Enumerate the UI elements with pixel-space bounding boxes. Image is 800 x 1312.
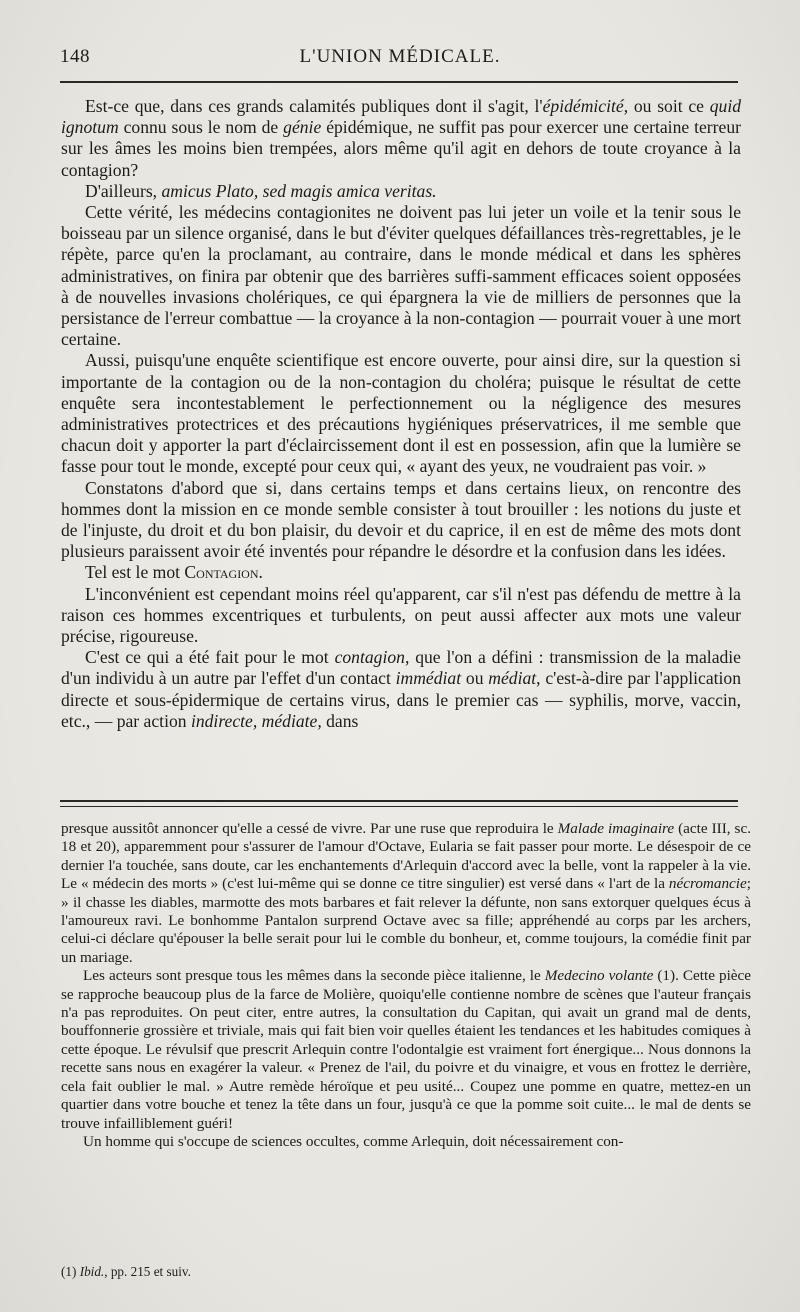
- paragraph-7: L'inconvénient est cependant moins réel qu'apparent, car s'il n'est pas défendu de mettre à la raison ces hommes excentriques et turbulents, on peut aussi affecter aux mots une valeur précise, rigoureuse.: [61, 583, 741, 647]
- running-title: L'UNION MÉDICALE.: [299, 46, 501, 67]
- page-number: 148: [60, 46, 90, 67]
- paragraph-3: Cette vérité, les médecins contagionites ne doivent pas lui jeter un voile et la tenir sous le boisseau par un silence organisé, dans le but d'éviter quelques défaillances très-regrettables, je le répète, parce qu'en la proclamant, au contraire, dans le monde médical et dans les sphères administratives, on finira par obtenir que des barrières suffi-samment efficaces soient opposées à de nouvelles invasions cholériques, ce qui épargnera la vie de milliers de personnes que la persistance de l'erreur combattue — la croyance à la non-contagion — pourrait vouer à une mort certaine.: [61, 202, 741, 350]
- feuilleton-paragraph-2: Les acteurs sont presque tous les mêmes dans la seconde pièce italienne, le Medecino volante (1). Cette pièce se rapproche beaucoup plus de la farce de Molière, quoiqu'elle contienne nombre de scènes que l'auteur français n'a pas reproduites. On peut citer, entre autres, la consultation du Capitan, qui avait un grand mal de dents, bouffonnerie grossière et triviale, mais qui fait bien voir quelles étaient les tendances et les habitudes comiques à cette époque. Le révulsif que prescrit Arlequin contre l'odontalgie est vraiment fort énergique... Nous donnons la recette sans nous en exagérer la valeur. « Prenez de l'ail, du poivre et du vinaigre, et vous en frottez le derrière, cela fait oublier le mal. » Autre remède héroïque et peu usité... Coupez une pomme en quatre, mettez-en un quartier dans votre bouche et tenez la tête dans un four, jusqu'à ce que la pomme soit cuite... le mal de dents se trouve infailliblement guéri!: [61, 967, 752, 1132]
- paragraph-8: C'est ce qui a été fait pour le mot contagion, que l'on a défini : transmission de la maladie d'un individu à un autre par l'effet d'un contact immédiat ou médiat, c'est-à-dire par l'application directe et sous-épidermique de certains virus, dans le premier cas — syphilis, morve, vaccin, etc., — par action indirecte, médiate, dans: [61, 647, 742, 731]
- feuilleton-text: [61, 820, 751, 1151]
- header-rule: [60, 81, 738, 83]
- page-header: [60, 46, 740, 74]
- feuilleton-paragraph-3: Un homme qui s'occupe de sciences occultes, comme Arlequin, doit nécessairement con-: [83, 1132, 624, 1150]
- paragraph-4: Aussi, puisqu'une enquête scientifique est encore ouverte, pour ainsi dire, sur la question si importante de la contagion ou de la non-contagion du choléra; puisque le résultat de cette enquête sera incontestablement le perfectionnement ou la négligence des mesures administratives protectrices et des précautions hygiéniques préservatrices, il me semble que chacun doit y apporter la part d'éclaircissement dont il est en possession, afin que la lumière se fasse pour tout le monde, excepté pour ceux qui, « ayant des yeux, ne voudraient pas voir. »: [61, 350, 741, 477]
- feuilleton-rule: [60, 800, 738, 807]
- paragraph-1: Est-ce que, dans ces grands calamités publiques dont il s'agit, l'épidémicité, ou soit ce quid ignotum connu sous le nom de génie épidémique, ne suffit pas pour exercer une certaine terreur sur les âmes les moins bien trempées, alors même qu'il agit en dehors de toute croyance à la contagion?: [61, 96, 742, 180]
- feuilleton-paragraph-1: presque aussitôt annoncer qu'elle a cessé de vivre. Par une ruse que reproduira le Malade imaginaire (acte III, sc. 18 et 20), apparemment pour s'assurer de l'amour d'Octave, Eularia se fait passer pour morte. Le désespoir de ce dernier l'a touchée, sans doute, car les enchantements d'Arlequin d'accord avec la belle, vont la rappeler à la vie. Le « médecin des morts » (c'est lui-même qui se donne ce titre singulier) est versé dans « l'art de la nécromancie; » il chasse les diables, marmotte des mots barbares et fait relever la défunte, non sans extorquer quelques écus à l'amoureux ravi. Le bonhomme Pantalon surprend Octave avec sa fille; appréhendé au corps par les archers, celui-ci déclare qu'épouser la belle serait pour lui le comble du bonheur, et, comme toujours, la comédie finit par un mariage.: [61, 820, 751, 966]
- paragraph-5: Constatons d'abord que si, dans certains temps et dans certains lieux, on rencontre des hommes dont la mission en ce monde semble consister à tout brouiller : les notions du juste et de l'injuste, du droit et du bon plaisir, du devoir et du caprice, il en est de même des mots dont plusieurs paraissent avoir été inventés pour répandre le désordre et la confusion dans les idées.: [61, 477, 741, 562]
- main-text: [61, 96, 741, 732]
- paragraph-6: Tel est le mot Contagion.: [85, 562, 263, 583]
- paragraph-2: D'ailleurs, amicus Plato, sed magis amica veritas.: [85, 180, 437, 201]
- footnote: (1) Ibid., pp. 215 et suiv.: [61, 1264, 191, 1279]
